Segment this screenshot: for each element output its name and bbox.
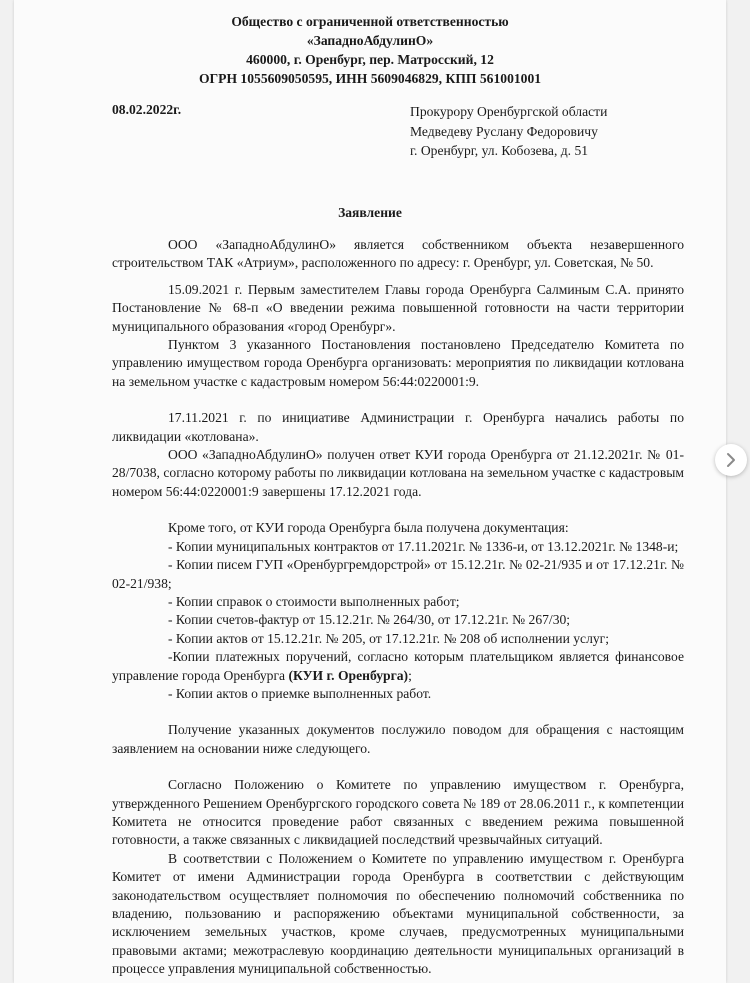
company-name: «ЗападноАбдулинО» [306, 33, 434, 48]
paragraph-documents-intro: Кроме того, от КУИ города Оренбурга была получена документация: [168, 520, 569, 536]
paragraph-reason: Получение указанных документов послужило поводом для обращения с настоящим заявлением на основании ниже следующего. [112, 722, 684, 756]
document-date: 08.02.2022г. [112, 102, 182, 117]
company-address: 460000, г. Оренбург, пер. Матросский, 12 [246, 52, 494, 67]
company-registration: ОГРН 1055609050595, ИНН 5609046829, КПП 561001001 [198, 71, 542, 86]
document-body [112, 236, 684, 979]
addressee-name: Медведеву Руслану Федоровичу [410, 123, 598, 139]
list-item-cost-certificates: - Копии справок о стоимости выполненных работ; [168, 593, 460, 609]
payment-orders-end: ; [408, 667, 412, 683]
payment-orders-bold: (КУИ г. Оренбурга) [288, 667, 409, 683]
list-item-contracts: - Копии муниципальных контрактов от 17.11.2021г. № 1336-и, от 13.12.2021г. № 1348-и; [168, 538, 679, 554]
paragraph-kui-reply: ООО «ЗападноАбдулинО» получен ответ КУИ города Оренбурга от 21.12.2021г. № 01-28/7038, согласно которому работы по ликвидации котлована на земельном участке с кадастровым номером 56:44:0220001:9 завершены 17.12.2021 года. [112, 447, 684, 499]
list-item-letters: - Копии писем ГУП «Оренбургремдорстрой» от 15.12.21г. № 02-21/935 и от 17.12.21г. № 02-21/938; [112, 557, 684, 591]
list-item-acceptance-acts: - Копии актов о приемке выполненных работ. [168, 685, 432, 701]
paragraph-competence: В соответствии с Положением о Комитете по управлению имуществом г. Оренбурга Комитет от имени Администрации города Оренбурга в соответствии с действующим законодательством осуществляет полномочия по обеспечению полномочий собственника по владению, пользованию и распоряжению объектами муниципальной собственности, за исключением земельных участков, кроме случаев, предусмотренных муниципальными правовыми актами; межотраслевую координацию деятельности муниципальных организаций в процессе управления муниципальной собственностью. [112, 850, 684, 977]
company-type: Общество с ограниченной ответственностью [231, 14, 509, 29]
list-item-invoices: - Копии счетов-фактур от 15.12.21г. № 264/30, от 17.12.21г. № 267/30; [168, 612, 571, 628]
next-slide-button[interactable] [715, 444, 747, 476]
document-title: Заявление [338, 205, 402, 220]
paragraph-works-start: 17.11.2021 г. по инициативе Администрации г. Оренбурга начались работы по ликвидации «котлована». [112, 410, 684, 444]
paragraph-clause: Пунктом 3 указанного Постановления постановлено Председателю Комитета по управлению имуществом города Оренбурга организовать: мероприятия по ликвидации котлована на земельном участке с кадастровым номером 56:44:0220001:9. [112, 337, 684, 389]
paragraph-regulation: Согласно Положению о Комитете по управлению имуществом г. Оренбурга, утвержденного Решением Оренбургского городского совета № 189 от 28.06.2011 г., к компетенции Комитета не относится проведение работ связанных с введением режима повышенной готовности, а также связанных с ликвидацией последствий чрезвычайных ситуаций. [112, 777, 684, 848]
paragraph-resolution: 15.09.2021 г. Первым заместителем Главы города Оренбурга Салминым С.А. принято Постановление № 68-п «О введении режима повышенной готовности на части территории муниципального образования «город Оренбург». [112, 281, 684, 334]
addressee-block [410, 102, 607, 161]
letterhead [14, 12, 726, 88]
addressee-address: г. Оренбург, ул. Кобозева, д. 51 [410, 143, 589, 158]
paragraph-owner: ООО «ЗападноАбдулинО» является собственником объекта незавершенного строительством ТАК «Атриум», расположенного по адресу: г. Оренбург, ул. Советская, № 50. [112, 237, 684, 271]
list-item-service-acts: - Копии актов от 15.12.21г. № 205, от 17.12.21г. № 208 об исполнении услуг; [168, 630, 610, 646]
chevron-right-icon [725, 452, 737, 468]
addressee-position: Прокурору Оренбургской области [410, 104, 608, 119]
list-item-payment-orders [112, 648, 684, 685]
document-page [14, 0, 726, 983]
payment-orders-text: -Копии платежных поручений, согласно которым плательщиком является финансовое управление города Оренбурга [112, 649, 684, 683]
